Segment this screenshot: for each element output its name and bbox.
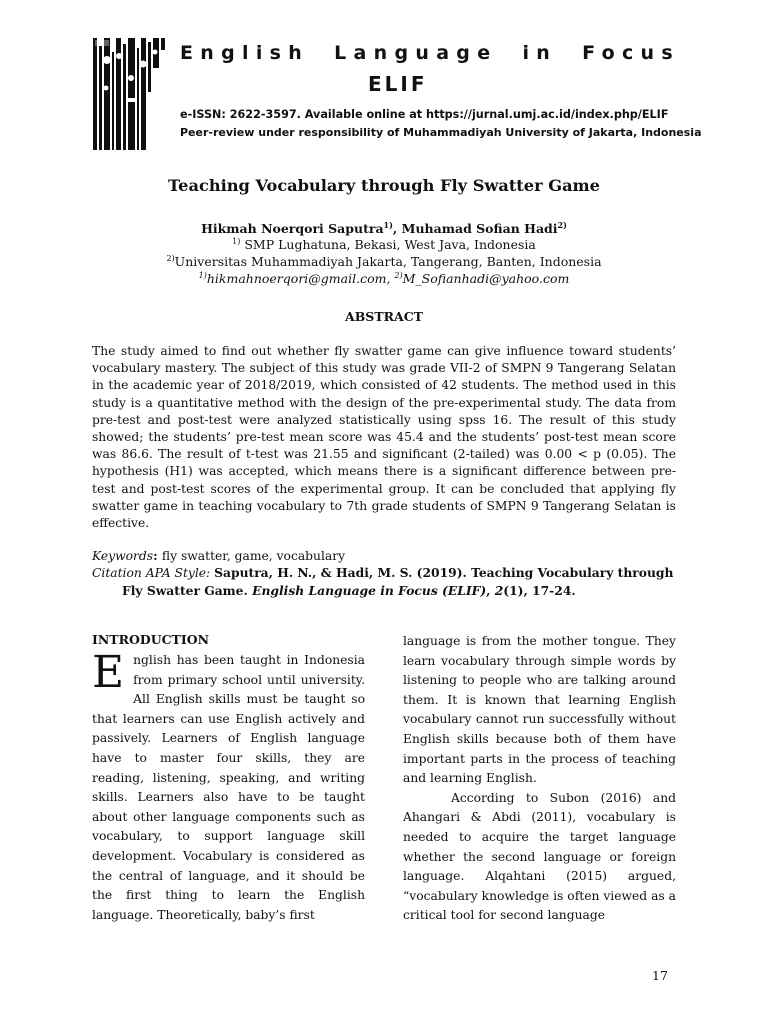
email-link[interactable]: hikmahnoerqori@gmail.com, xyxy=(206,271,395,287)
column-left xyxy=(92,647,365,925)
intro-paragraph: According to Subon (2016) and Ahangari & Abdi (2011), vocabulary is needed to acquire the target language whether the second language or foreign language. Alqahtani (2015) argued, “vocabulary knowledge is often viewed as a critical tool for second language xyxy=(403,790,676,923)
citation-journal: English Language in Focus (ELIF) xyxy=(252,583,487,598)
peer-review-note: Peer-review under responsibility of Muhammadiyah University of Jakarta, Indonesia xyxy=(180,126,702,139)
affiliation-2 xyxy=(92,254,676,269)
journal-abbreviation: ELIF xyxy=(368,72,428,96)
affiliation-text: SMP Lughatuna, Bekasi, West Java, Indonesia xyxy=(240,237,536,253)
citation-issue-pages: (1), 17-24. xyxy=(503,583,576,598)
paper-title: Teaching Vocabulary through Fly Swatter Game xyxy=(167,176,600,195)
journal-logo xyxy=(93,38,171,150)
citation-comma: , xyxy=(486,583,495,598)
abstract-heading: ABSTRACT xyxy=(345,309,423,324)
citation xyxy=(92,564,676,600)
intro-paragraph: language is from the mother tongue. They learn vocabulary through simple words by listening to people who are talking around them. It is known that learning English vocabulary cannot run successfully without English skills because both of them have important parts in the process of teaching and learning English. xyxy=(403,634,676,786)
author-sup: 1) xyxy=(383,220,393,230)
keywords-text: fly swatter, game, vocabulary xyxy=(161,549,346,563)
authors xyxy=(92,220,676,236)
journal-title-word: Language xyxy=(334,42,498,64)
keywords xyxy=(92,547,676,566)
citation-part2: Fly Swatter Game. xyxy=(122,583,253,598)
issn-line: e-ISSN: 2622-3597. Available online at https://jurnal.umj.ac.id/index.php/ELIF xyxy=(180,108,669,121)
email-link[interactable]: M_Sofianhadi@yahoo.com xyxy=(402,271,570,287)
affiliation-text: Universitas Muhammadiyah Jakarta, Tangerang, Banten, Indonesia xyxy=(174,254,602,270)
journal-title xyxy=(180,42,680,64)
affiliation-sup: 1) xyxy=(232,237,241,246)
author-name: Muhamad Sofian Hadi xyxy=(401,221,558,237)
citation-part1: Saputra, H. N., & Hadi, M. S. (2019). Teaching Vocabulary through xyxy=(214,565,674,580)
intro-text: nglish has been taught in Indonesia from primary school until university. All English skills must be taught so that learners can use English actively and passively. Learners of English language have to master four skills, they are reading, listening, speaking, and writing skills. Learners also have to be taught about other language components such as vocabulary, to support language skill development. Vocabulary is considered as the central of language, and it should be the first thing to learn the English language. Theoretically, baby’s first xyxy=(92,653,365,922)
keywords-label: Keywords xyxy=(92,549,154,563)
intro-paragraph xyxy=(92,647,365,925)
author-name: Hikmah Noerqori Saputra xyxy=(201,221,384,237)
email-sup: 1) xyxy=(198,271,207,280)
journal-title-word: English xyxy=(180,42,310,64)
citation-continuation xyxy=(92,582,676,600)
journal-title-word: Focus xyxy=(582,42,680,64)
drop-cap: E xyxy=(92,647,125,698)
citation-label: Citation APA Style: xyxy=(92,566,215,580)
affiliation-1 xyxy=(92,237,676,252)
page-number: 17 xyxy=(652,968,668,983)
citation-volume: 2 xyxy=(494,583,504,598)
keywords-colon: : xyxy=(153,548,162,563)
journal-title-word: in xyxy=(522,42,558,64)
column-right xyxy=(403,632,676,926)
email-sup: 2) xyxy=(394,271,403,280)
emails xyxy=(92,271,676,286)
introduction-heading: INTRODUCTION xyxy=(92,632,210,647)
author-sup: 2) xyxy=(557,220,567,230)
affiliation-sup: 2) xyxy=(166,254,175,263)
abstract-text: The study aimed to find out whether fly swatter game can give influence toward students’ vocabulary mastery. The subject of this study was grade VII-2 of SMPN 9 Tangerang Selatan in the academic year of 2018/2019, which consisted of 42 students. The method used in this study is a quantitative method with the design of the pre-experimental study. The data from pre-test and post-test were analyzed statistically using spss 16. The result of this study showed; the students’ pre-test mean score was 45.4 and the students’ post-test mean score was 86.6. The result of t-test was 21.55 and significant (2-tailed) was 0.00 < p (0.05). The hypothesis (H1) was accepted, which means there is a significant difference between pre-test and post-test scores of the experimental group. It can be concluded that applying fly swatter game in teaching vocabulary to 7th grade students of SMPN 9 Tangerang Selatan is effective. xyxy=(92,344,676,531)
author-separator: , xyxy=(392,221,402,237)
